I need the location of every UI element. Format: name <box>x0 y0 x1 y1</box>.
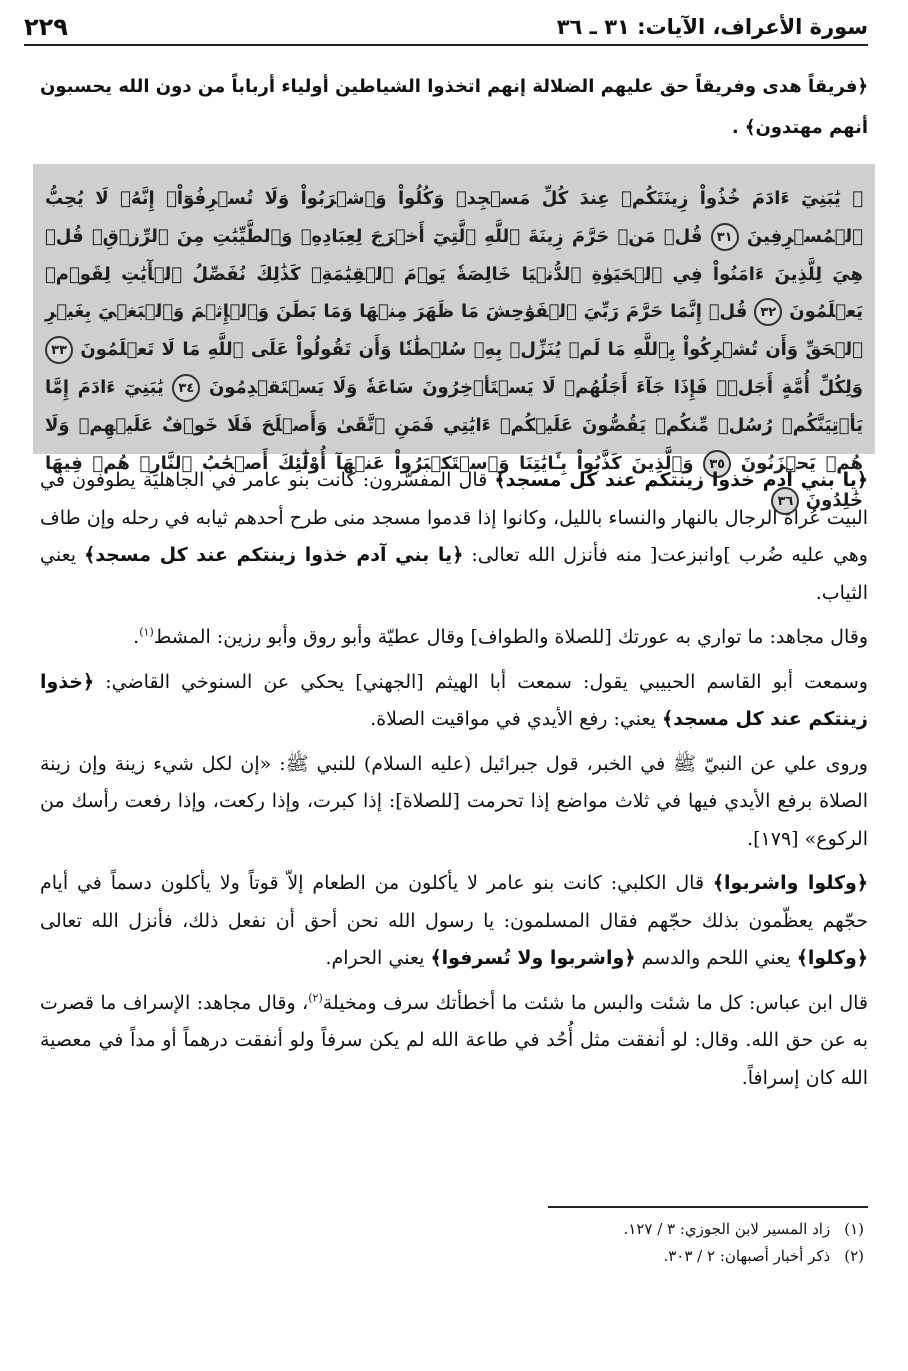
footnote-marker: (١) <box>139 625 154 639</box>
paragraph-text: قال الكلبي: كانت بنو عامر لا يأكلون من الطعام إلاّ قوتاً ولا يأكلون دسماً في أيام حجّهم يعظّمون بذلك حجّهم فقال المسلمون: يا رسول الله نحن أحق أن نفعل ذلك، فأنزل الله تعالى <box>40 872 868 932</box>
paragraph-text: يعني اللحم والدسم <box>635 947 797 969</box>
paragraph-text: قال ابن عباس: كل ما شئت والبس ما شئت ما أخطأتك سرف ومخيلة <box>322 991 868 1014</box>
footnote-text: ذكر أخبار أصبهان: ٢ / ٣٠٣. <box>663 1247 831 1265</box>
paragraph-text: يعني الحرام. <box>325 947 431 969</box>
verse-number-34: ٣٤ <box>172 374 200 402</box>
quoted-verse: ﴿واشربوا ولا تُسرفوا﴾ <box>430 947 636 969</box>
footnote-text: زاد المسير لابن الجوزي: ٣ / ١٢٧. <box>623 1220 831 1238</box>
commentary-paragraph-1 <box>40 462 868 612</box>
paragraph-text: . <box>133 626 140 648</box>
verse-31: يَٰبَنِيٓ ءَادَمَ خُذُواْ زِينَتَكُمۡ عِندَ كُلِّ مَسۡجِدٖ وَكُلُواْ وَٱشۡرَبُواْ وَلَا تُسۡرِفُوٓاْۚ إِنَّهُۥ لَا يُحِبُّ ٱلۡمُسۡرِفِينَ <box>45 188 863 247</box>
commentary-paragraph-6 <box>40 985 868 1098</box>
commentary-paragraph-5 <box>40 865 868 978</box>
page-number: ٢٢٩ <box>24 13 68 41</box>
paragraph-text: يعني الثياب. <box>40 544 868 604</box>
quoted-verse: ﴿يا بني آدم خذوا زينتكم عند كل مسجد﴾ <box>84 544 464 566</box>
rub-el-hizb-icon: ۞ <box>852 188 863 209</box>
verse-number-33: ٣٣ <box>45 336 73 364</box>
commentary-paragraph-2 <box>40 619 868 657</box>
paragraph-text: يعني: رفع الأيدي في مواقيت الصلاة. <box>370 708 662 730</box>
quoted-verse: ﴿يا بني آدم خذوا زينتكم عند كل مسجد﴾ <box>494 469 868 491</box>
verse-number-32: ٣٢ <box>754 298 782 326</box>
footnotes <box>40 1216 864 1270</box>
verse-34: وَلِكُلِّ أُمَّةٍ أَجَلٞۖ فَإِذَا جَآءَ أَجَلُهُمۡ لَا يَسۡتَأۡخِرُونَ سَاعَةٗ وَلَا يَسۡتَقۡدِمُونَ <box>208 376 863 398</box>
paragraph-text: وسمعت أبو القاسم الحبيبي يقول: سمعت أبا الهيثم [الجهني] يحكي عن السنوخي القاضي: <box>94 670 868 693</box>
paragraph-text: وروى علي عن النبيّ ﷺ في الخبر، قول جبرائيل (عليه السلام) للنبي ﷺ: «إن لكل شيء زينة وإن زينة الصلاة برفع الأيدي فيها في ثلاث مواضع إذا تحرمت [للصلاة]: إذا كبرت، وإذا ركعت، وإذا رفعت رأسك من الركوع» [١٧٩]. <box>40 752 868 850</box>
running-header <box>24 10 868 46</box>
footnote-2 <box>40 1243 864 1270</box>
intro-verse-text: ﴿فريقاً هدى وفريقاً حق عليهم الضلالة إنهم اتخذوا الشياطين أولياء أرباباً من دون الله يحسبون أنهم مهتدون﴾ . <box>40 76 868 138</box>
commentary-paragraph-4 <box>40 746 868 859</box>
page-body <box>40 66 868 1104</box>
verse-36: وَٱلَّذِينَ كَذَّبُواْ بِـَٔايَٰتِنَا وَٱسۡتَكۡبَرُواْ عَنۡهَآ أُوْلَٰٓئِكَ أَصۡحَٰبُ ٱلنَّارِۖ هُمۡ فِيهَا خَٰلِدُونَ <box>45 452 863 512</box>
footnote-number: (١) <box>844 1220 864 1238</box>
footnote-marker: (٢) <box>308 991 323 1005</box>
paragraph-text: وقال مجاهد: ما تواري به عورتك [للصلاة والطواف] وقال عطيّة وأبو روق وأبو رزين: المشط <box>153 626 868 648</box>
verse-32: قُلۡ مَنۡ حَرَّمَ زِينَةَ ٱللَّهِ ٱلَّتِيٓ أَخۡرَجَ لِعِبَادِهِۦ وَٱلطَّيِّبَٰتِ مِنَ ٱلرِّزۡقِۚ قُلۡ هِيَ لِلَّذِينَ ءَامَنُواْ فِي ٱلۡحَيَوٰةِ ٱلدُّنۡيَا خَالِصَةٗ يَوۡمَ ٱلۡقِيَٰمَةِۗ كَذَٰلِكَ نُفَصِّلُ ٱلۡأٓيَٰتِ لِقَوۡمٖ يَعۡلَمُونَ <box>45 225 863 323</box>
quoted-verse: ﴿وكلوا﴾ <box>796 947 868 969</box>
verse-number-36: ٣٦ <box>771 487 799 515</box>
quoted-verse: ﴿خذوا زينتكم عند كل مسجد﴾ <box>40 670 868 730</box>
footnote-divider <box>548 1206 868 1208</box>
quoted-verse: ﴿وكلوا واشربوا﴾ <box>712 872 868 894</box>
verse-number-35: ٣٥ <box>703 450 731 478</box>
commentary-paragraph-3 <box>40 664 868 739</box>
paragraph-text: ، وقال مجاهد: الإسراف ما قصرت به عن حق الله. وقال: لو أنفقت مثل أُحُد في طاعة الله لم يكن سرفاً ولو أنفقت درهماً أو مداً في معصية الله كان إسرافاً. <box>40 991 868 1089</box>
verse-number-31: ٣١ <box>711 223 739 251</box>
chapter-title: سورة الأعراف، الآيات: ٣١ ـ ٣٦ <box>556 15 868 39</box>
paragraph-text: قال المفسّرون: كانت بنو عامر في الجاهلية يطوفون في البيت عُراة الرجال بالنهار والنساء بالليل، وكانوا إذا قدموا مسجد منى طرح أحدهم ثيابه في رحله وإن طاف وهي عليه ضُرب ]وانبزعت[ منه فأنزل الله تعالى: <box>40 469 868 566</box>
footnote-1 <box>40 1216 864 1243</box>
footnote-number: (٢) <box>844 1247 864 1265</box>
verse-35: يَٰبَنِيٓ ءَادَمَ إِمَّا يَأۡتِيَنَّكُمۡ رُسُلٞ مِّنكُمۡ يَقُصُّونَ عَلَيۡكُمۡ ءَايَٰتِي فَمَنِ ٱتَّقَىٰ وَأَصۡلَحَ فَلَا خَوۡفٌ عَلَيۡهِمۡ وَلَا هُمۡ يَحۡزَنُونَ <box>45 376 863 474</box>
verse-33: قُلۡ إِنَّمَا حَرَّمَ رَبِّيَ ٱلۡفَوَٰحِشَ مَا ظَهَرَ مِنۡهَا وَمَا بَطَنَ وَٱلۡإِثۡمَ وَٱلۡبَغۡيَ بِغَيۡرِ ٱلۡحَقِّ وَأَن تُشۡرِكُواْ بِٱللَّهِ مَا لَمۡ يُنَزِّلۡ بِهِۦ سُلۡطَٰنٗا وَأَن تَقُولُواْ عَلَى ٱللَّهِ مَا لَا تَعۡلَمُونَ <box>45 301 863 361</box>
